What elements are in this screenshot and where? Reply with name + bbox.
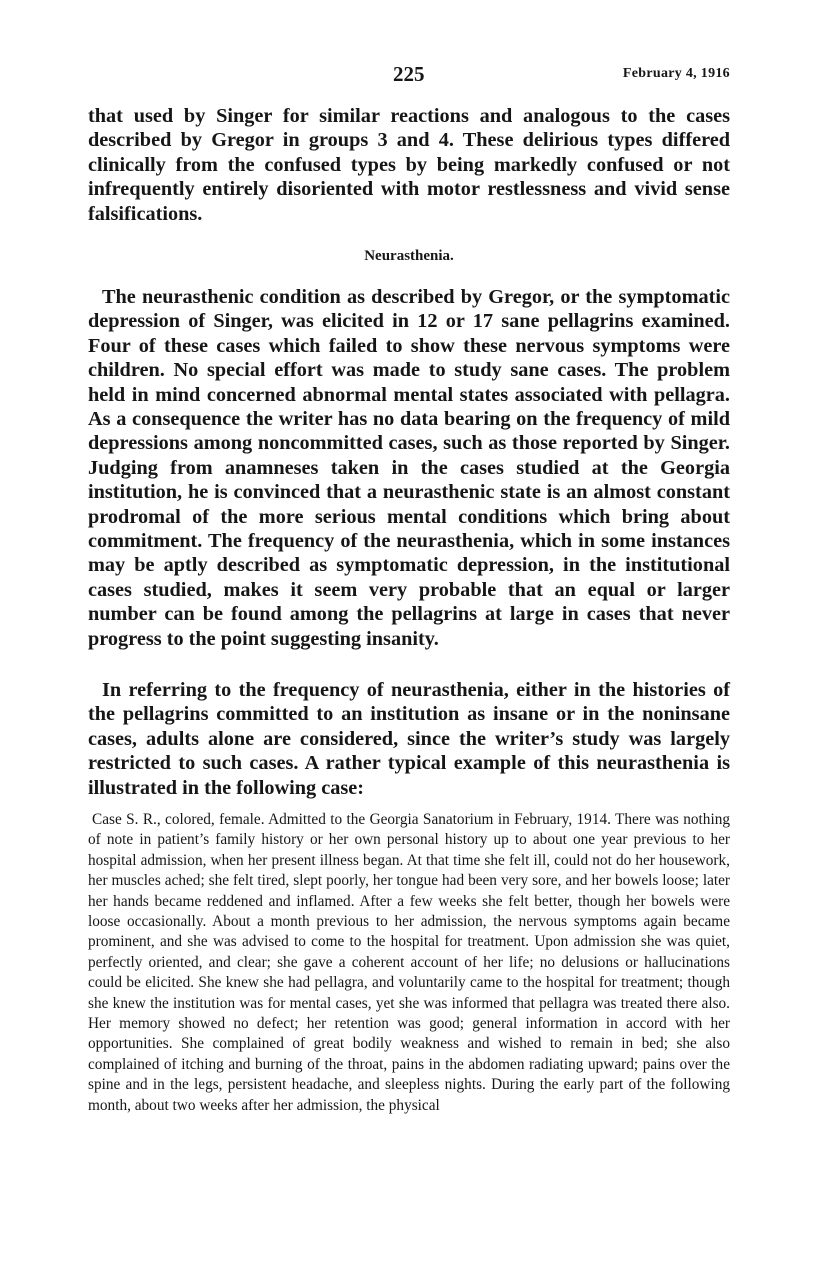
neurasthenia-paragraph-1: The neurasthenic condition as described by Gregor, or the symptomatic depression of Singer, was elicited in 12 or 17 sane pellagrins examined. Four of these cases which failed to show these nervous symptoms were children. No special effort was made to study sane cases. The problem held in mind concerned abnormal mental states associated with pellagra. As a consequence the writer has no data bearing on the frequency of mild depressions among noncommitted cases, such as those reported by Singer. Judging from anamneses taken in the cases studied at the Georgia institution, he is convinced that a neurasthenic state is an almost constant prodromal of the more serious mental conditions which bring about commitment. The frequency of the neurasthenia, which in some instances may be aptly described as symptomatic depression, in the institutional cases studied, makes it seem very probable that an equal or larger number can be found among the pellagrins at large in cases that never progress to the point suggesting insanity. [88, 286, 730, 650]
page-number: 225 [393, 62, 425, 86]
section-heading: Neurasthenia. [364, 248, 454, 264]
neurasthenia-paragraph-2: In referring to the frequency of neurasthenia, either in the histories of the pellagrins committed to an institution as insane or in the noninsane cases, adults alone are considered, since the writer’s study was largely restricted to such cases. A rather typical example of this neurasthenia is illustrated in the following case: [88, 679, 730, 799]
page-header [88, 62, 730, 88]
case-report-paragraph: Case S. R., colored, female. Admitted to the Georgia Sanatorium in February, 1914. There was nothing of note in patient’s family history or her own personal history up to about one year previous to her hospital admission, when her present illness began. At that time she felt ill, could not do her housework, her muscles ached; she felt tired, slept poorly, her tongue had been very sore, and her bowels loose; later her hands became reddened and inflamed. After a few weeks she felt better, though her bowels were loose occasionally. About a month previous to her admission, the nervous symptoms again became prominent, and she was advised to come to the hospital for treatment. Upon admission she was quiet, perfectly oriented, and clear; she gave a coherent account of her life; no delusions or hallucinations could be elicited. She knew she had pellagra, and voluntarily came to the hospital for treatment; though she knew the institution was for mental cases, yet she was informed that pellagra was treated there also. Her memory showed no defect; her retention was good; general information in accord with her opportunities. She complained of great bodily weakness and wished to remain in bed; she also complained of itching and burning of the throat, pains in the abdomen radiating upward; pains over the spine and in the legs, persistent headache, and sleepless nights. During the early part of the following month, about two weeks after her admission, the physical [88, 811, 730, 1114]
intro-paragraph: that used by Singer for similar reactions and analogous to the cases described by Gregor in groups 3 and 4. These delirious types differed clinically from the confused types by being markedly confused or not infrequently entirely disoriented with motor restlessness and vivid sense falsifications. [88, 105, 730, 225]
publication-date: February 4, 1916 [622, 66, 730, 81]
